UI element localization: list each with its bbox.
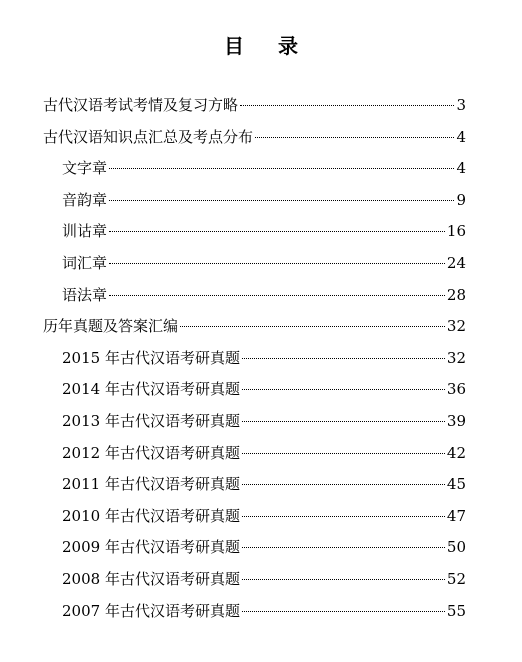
toc-entry-page-number: 9 [456, 190, 466, 209]
toc-entry[interactable] [62, 379, 466, 399]
title-char: 目 [224, 34, 244, 58]
dot-leader [180, 325, 445, 327]
dot-leader [242, 515, 445, 517]
toc-entry-label: 2010 年古代汉语考研真题 [62, 506, 240, 525]
toc-entry[interactable] [62, 411, 466, 431]
toc-entry-label: 2014 年古代汉语考研真题 [62, 380, 240, 399]
toc-entry[interactable] [62, 569, 466, 589]
toc-entry-label: 2007 年古代汉语考研真题 [62, 601, 240, 620]
toc-entry-label: 历年真题及答案汇编 [43, 317, 179, 336]
toc-entry-page-number: 36 [446, 380, 466, 399]
dot-leader [242, 452, 445, 454]
dot-leader [109, 294, 445, 296]
dot-leader [242, 357, 445, 359]
dot-leader [255, 136, 454, 138]
dot-leader [109, 230, 445, 232]
toc-entry-label: 古代汉语考试考情及复习方略 [43, 96, 239, 114]
toc-entry-label: 语法章 [62, 285, 108, 304]
toc-entry[interactable] [62, 348, 466, 368]
dot-leader [242, 610, 445, 612]
toc-entry[interactable] [62, 158, 466, 178]
toc-entry[interactable] [62, 537, 466, 557]
toc-entry-page-number: 4 [456, 159, 466, 178]
dot-leader [242, 578, 445, 580]
toc-entry-page-number: 24 [446, 254, 466, 272]
toc-entry-page-number: 32 [446, 317, 466, 336]
toc-entry[interactable] [62, 474, 466, 494]
dot-leader [242, 483, 445, 485]
page-title [0, 30, 522, 59]
toc-entry[interactable] [62, 506, 466, 526]
toc-entry[interactable] [62, 285, 466, 305]
toc-entry-page-number: 52 [446, 570, 466, 588]
dot-leader [109, 167, 454, 169]
toc-entry-label: 文字章 [62, 159, 108, 178]
toc-entry-page-number: 39 [446, 412, 466, 430]
toc-entry[interactable] [43, 127, 466, 147]
dot-leader [240, 104, 454, 106]
toc-entry-page-number: 47 [446, 506, 466, 525]
toc-entry-label: 2015 年古代汉语考研真题 [62, 348, 240, 367]
toc-entry[interactable] [62, 190, 466, 210]
toc-entry[interactable] [62, 601, 466, 621]
toc-entry-label: 音韵章 [62, 190, 108, 209]
title-char: 录 [278, 34, 298, 58]
toc-entry-page-number: 4 [456, 127, 466, 146]
toc-entry-label: 2011 年古代汉语考研真题 [62, 475, 240, 494]
toc-entry-label: 古代汉语知识点汇总及考点分布 [43, 127, 254, 146]
toc-entry-page-number: 55 [446, 601, 466, 620]
toc-entry[interactable] [43, 316, 466, 336]
toc-entry-page-number: 3 [456, 96, 466, 114]
dot-leader [242, 546, 445, 548]
toc-entry[interactable] [62, 443, 466, 463]
dot-leader [242, 388, 445, 390]
toc-entry[interactable] [62, 221, 466, 241]
toc-entry-label: 2013 年古代汉语考研真题 [62, 412, 240, 430]
toc-entry-page-number: 42 [446, 443, 466, 462]
toc-entry[interactable] [62, 253, 466, 273]
toc-entry-label: 词汇章 [62, 254, 108, 272]
toc-entry-page-number: 45 [446, 475, 466, 494]
dot-leader [109, 199, 454, 201]
toc-entry-label: 2008 年古代汉语考研真题 [62, 570, 240, 588]
toc-entry-label: 2009 年古代汉语考研真题 [62, 538, 240, 557]
toc-entry-label: 训诂章 [62, 222, 108, 241]
toc-entry-page-number: 32 [446, 348, 466, 367]
toc-entry-page-number: 16 [446, 222, 466, 241]
toc-entry-page-number: 28 [446, 285, 466, 304]
toc-entry-page-number: 50 [446, 538, 466, 557]
dot-leader [109, 262, 445, 264]
dot-leader [242, 420, 445, 422]
toc-entry[interactable] [43, 95, 466, 115]
toc-entry-label: 2012 年古代汉语考研真题 [62, 443, 240, 462]
